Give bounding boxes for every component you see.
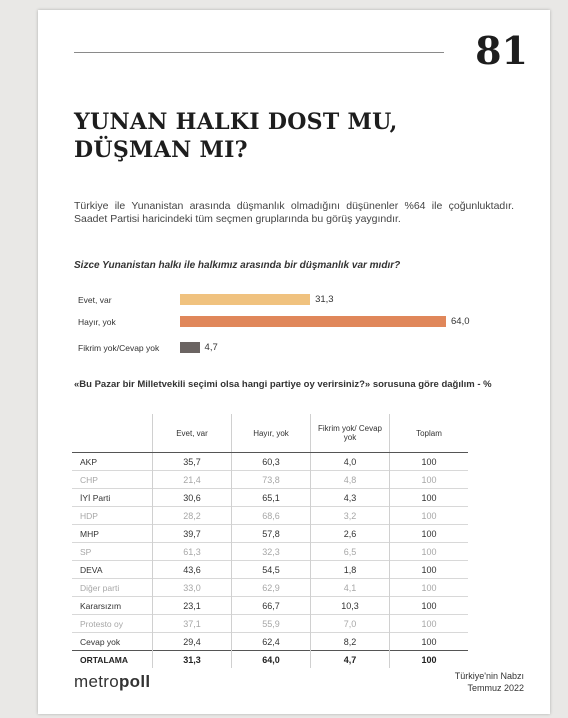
party-name: Diğer parti bbox=[72, 579, 153, 597]
header-no: Hayır, yok bbox=[232, 414, 311, 453]
party-name: AKP bbox=[72, 453, 153, 471]
table-cell: 2,6 bbox=[311, 525, 390, 543]
party-name: MHP bbox=[72, 525, 153, 543]
table-cell: 62,9 bbox=[232, 579, 311, 597]
table-cell: 100 bbox=[390, 579, 469, 597]
header-total: Toplam bbox=[390, 414, 469, 453]
page-title bbox=[74, 108, 514, 164]
table-cell: 66,7 bbox=[232, 597, 311, 615]
table-row bbox=[72, 561, 468, 579]
bar-category-label: Evet, var bbox=[78, 295, 112, 305]
table-row bbox=[72, 525, 468, 543]
table-cell: 100 bbox=[390, 453, 469, 471]
results-table bbox=[72, 414, 468, 668]
table-cell: 4,0 bbox=[311, 453, 390, 471]
table-cell: 60,3 bbox=[232, 453, 311, 471]
bar-row bbox=[38, 314, 550, 330]
table-header-row bbox=[72, 414, 468, 453]
table-cell: 100 bbox=[390, 507, 469, 525]
header-party bbox=[72, 414, 153, 453]
table-cell: 39,7 bbox=[153, 525, 232, 543]
table-cell: 28,2 bbox=[153, 507, 232, 525]
table-cell: 54,5 bbox=[232, 561, 311, 579]
table-cell: 61,3 bbox=[153, 543, 232, 561]
table-cell: 7,0 bbox=[311, 615, 390, 633]
party-name: SP bbox=[72, 543, 153, 561]
table-row bbox=[72, 507, 468, 525]
table-cell: 100 bbox=[390, 525, 469, 543]
bar-value-label: 4,7 bbox=[204, 342, 218, 353]
table-cell: 68,6 bbox=[232, 507, 311, 525]
title-line-1: YUNAN HALKI DOST MU, bbox=[74, 109, 398, 135]
brand-part-1: metro bbox=[74, 672, 119, 691]
table-cell: 100 bbox=[390, 615, 469, 633]
brand-part-2: poll bbox=[118, 672, 151, 691]
table-cell: 100 bbox=[390, 471, 469, 489]
party-name: HDP bbox=[72, 507, 153, 525]
table-average-row bbox=[72, 651, 468, 669]
table-cell: 33,0 bbox=[153, 579, 232, 597]
table-cell: 29,4 bbox=[153, 633, 232, 651]
table-cell: 62,4 bbox=[232, 633, 311, 651]
table-cell: 3,2 bbox=[311, 507, 390, 525]
header-yes: Evet, var bbox=[153, 414, 232, 453]
table-cell: 35,7 bbox=[153, 453, 232, 471]
bar bbox=[180, 294, 310, 305]
table-cell: 23,1 bbox=[153, 597, 232, 615]
footer-line-1: Türkiye'nin Nabzı bbox=[454, 671, 524, 681]
header-dk: Fikrim yok/ Cevap yok bbox=[311, 414, 390, 453]
table-cell: 100 bbox=[390, 489, 469, 507]
party-name: Cevap yok bbox=[72, 633, 153, 651]
party-name: CHP bbox=[72, 471, 153, 489]
table-cell: 4,3 bbox=[311, 489, 390, 507]
bar-category-label: Hayır, yok bbox=[78, 317, 116, 327]
party-name: ORTALAMA bbox=[72, 651, 153, 669]
bar-value-label: 64,0 bbox=[451, 316, 470, 327]
table-cell: 6,5 bbox=[311, 543, 390, 561]
report-page bbox=[38, 10, 550, 714]
table-cell: 43,6 bbox=[153, 561, 232, 579]
table-cell: 21,4 bbox=[153, 471, 232, 489]
party-name: DEVA bbox=[72, 561, 153, 579]
bar-value-label: 31,3 bbox=[315, 294, 334, 305]
table-cell: 64,0 bbox=[232, 651, 311, 669]
table-row bbox=[72, 597, 468, 615]
bar-category-label: Fikrim yok/Cevap yok bbox=[78, 343, 160, 353]
table-row bbox=[72, 579, 468, 597]
table-cell: 55,9 bbox=[232, 615, 311, 633]
party-name: İYİ Parti bbox=[72, 489, 153, 507]
table-row bbox=[72, 471, 468, 489]
table-row bbox=[72, 543, 468, 561]
table-row bbox=[72, 489, 468, 507]
table-cell: 100 bbox=[390, 651, 469, 669]
table-cell: 32,3 bbox=[232, 543, 311, 561]
table-cell: 1,8 bbox=[311, 561, 390, 579]
table-row bbox=[72, 615, 468, 633]
table-cell: 100 bbox=[390, 543, 469, 561]
table-row bbox=[72, 633, 468, 651]
table-cell: 4,7 bbox=[311, 651, 390, 669]
bar-row bbox=[38, 340, 550, 356]
party-name: Protesto oy bbox=[72, 615, 153, 633]
bar bbox=[180, 342, 200, 353]
table-cell: 100 bbox=[390, 597, 469, 615]
table-cell: 100 bbox=[390, 633, 469, 651]
header-rule bbox=[74, 52, 444, 53]
footer-line-2: Temmuz 2022 bbox=[467, 683, 524, 693]
table-cell: 8,2 bbox=[311, 633, 390, 651]
brand-logo bbox=[74, 672, 150, 692]
intro-paragraph: Türkiye ile Yunanistan arasında düşmanlık olmadığını düşünenler %64 ile çoğunluktadır. Saadet Partisi haricindeki tüm seçmen gruplarında bu görüş yaygındır. bbox=[74, 200, 514, 225]
table-cell: 4,1 bbox=[311, 579, 390, 597]
table-cell: 4,8 bbox=[311, 471, 390, 489]
table-question: «Bu Pazar bir Milletvekili seçimi olsa hangi partiye oy verirsiniz?» sorusuna göre dağılım - % bbox=[74, 379, 492, 390]
bar bbox=[180, 316, 446, 327]
table-cell: 65,1 bbox=[232, 489, 311, 507]
table-cell: 37,1 bbox=[153, 615, 232, 633]
bar-chart-question: Sizce Yunanistan halkı ile halkımız arasında bir düşmanlık var mıdır? bbox=[74, 260, 401, 271]
table-row bbox=[72, 453, 468, 471]
bar-row bbox=[38, 292, 550, 308]
bar-chart bbox=[38, 284, 550, 364]
footer-info bbox=[455, 670, 524, 694]
table-cell: 100 bbox=[390, 561, 469, 579]
table-cell: 31,3 bbox=[153, 651, 232, 669]
table-cell: 30,6 bbox=[153, 489, 232, 507]
party-name: Kararsızım bbox=[72, 597, 153, 615]
table-cell: 57,8 bbox=[232, 525, 311, 543]
table-cell: 10,3 bbox=[311, 597, 390, 615]
table-cell: 73,8 bbox=[232, 471, 311, 489]
page-number: 81 bbox=[475, 28, 528, 73]
title-line-2: DÜŞMAN MI? bbox=[74, 137, 248, 163]
